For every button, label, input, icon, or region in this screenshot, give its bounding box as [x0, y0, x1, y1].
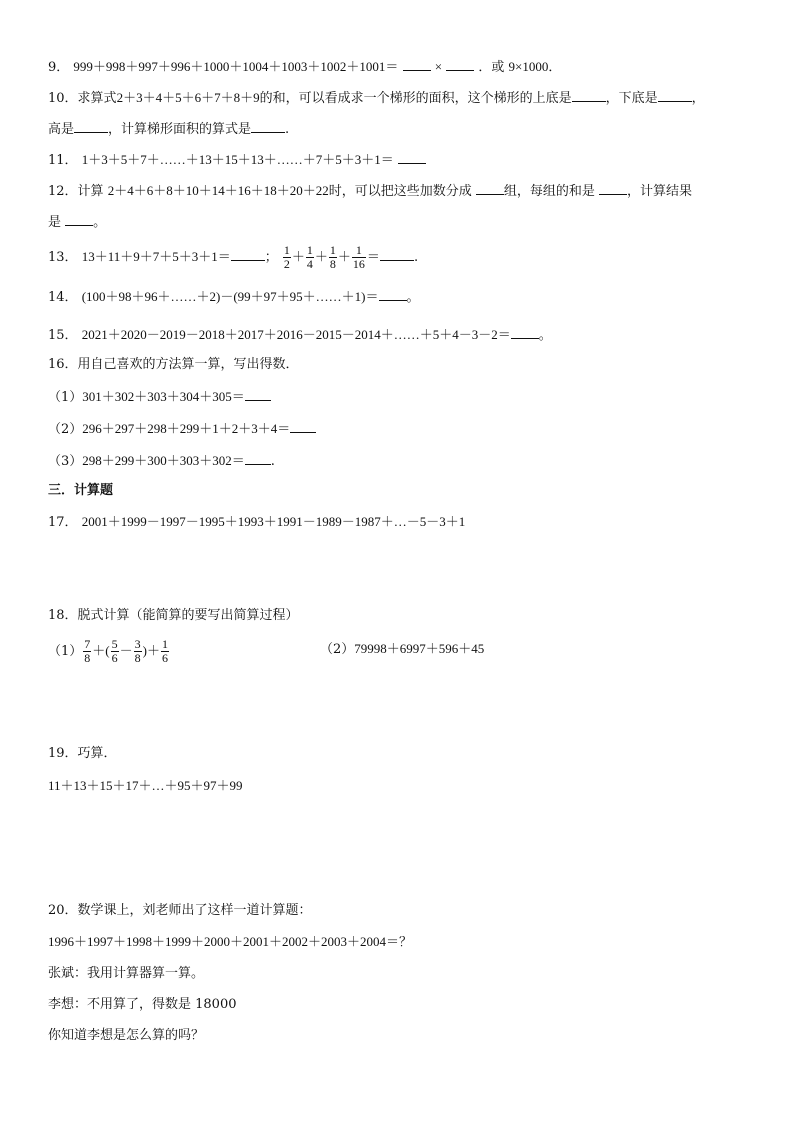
question-11 — [48, 151, 426, 169]
question-number: 9． — [48, 60, 70, 75]
question-18-part-2 — [320, 641, 484, 658]
operator: － — [119, 643, 133, 658]
text: ．或 — [478, 60, 505, 75]
question-12-line-2 — [48, 213, 106, 231]
text: 数学课上，刘老师出了这样一道计算题： — [77, 903, 312, 918]
fraction: $\frac{1}{2}$ — [283, 243, 290, 271]
text: 脱式计算（能简算的要写出简算过程） — [77, 608, 299, 623]
fraction: $\frac{1}{16}$ — [352, 243, 365, 271]
item-label: （1） — [48, 644, 83, 659]
question-number: 10． — [48, 91, 78, 106]
operator: )＋ — [142, 643, 160, 658]
answer-blank[interactable] — [379, 288, 407, 301]
answer-blank[interactable] — [74, 120, 108, 133]
text: 高是 — [48, 122, 75, 137]
question-number: 13． — [48, 250, 78, 265]
question-16-item-3 — [48, 452, 275, 470]
text: ， — [691, 91, 705, 106]
question-10-line-2 — [48, 120, 289, 138]
expression: 2＋3＋4＋5＋6＋7＋8＋9 — [116, 90, 260, 105]
expression: 13＋11＋9＋7＋5＋3＋1＝ — [81, 249, 231, 264]
question-17 — [48, 514, 465, 531]
dialogue-line: 张斌：我用计算器算一算。 — [48, 966, 205, 981]
text: ，下底是 — [605, 91, 658, 106]
text: . — [413, 250, 419, 265]
question-prompt: 你知道李想是怎么算的吗？ — [48, 1028, 205, 1043]
question-number: 11． — [48, 153, 78, 168]
fraction: $\frac{3}{8}$ — [134, 637, 141, 665]
fraction: $\frac{7}{8}$ — [84, 637, 91, 665]
question-10 — [48, 89, 705, 107]
question-number: 16． — [48, 357, 78, 372]
expression: (100＋98＋96＋……＋2)－(99＋97＋95＋……＋1)＝ — [81, 289, 379, 304]
question-19 — [48, 746, 117, 762]
times-sign: × — [434, 59, 443, 74]
item-label: （1） — [48, 390, 83, 405]
question-14 — [48, 288, 420, 306]
answer-blank[interactable] — [572, 89, 606, 102]
text: 。 — [93, 215, 107, 230]
item-label: （3） — [48, 454, 83, 469]
question-15 — [48, 326, 552, 344]
fraction: $\frac{1}{6}$ — [161, 637, 168, 665]
dialogue-line: 李想：不用算了，得数是 18000 — [48, 997, 237, 1012]
question-12 — [48, 182, 692, 200]
item-label: （2） — [48, 422, 83, 437]
expression: 296＋297＋298＋299＋1＋2＋3＋4＝ — [82, 421, 291, 436]
text: 。 — [406, 290, 420, 305]
answer-blank[interactable] — [65, 213, 93, 226]
plus-sign: ＋ — [291, 249, 305, 264]
text: . — [270, 454, 275, 469]
plus-sign: ＋ — [337, 249, 351, 264]
text: 用自己喜欢的方法算一算，写出得数． — [77, 357, 299, 372]
question-19-expression — [48, 778, 243, 795]
answer-blank[interactable] — [380, 248, 414, 261]
expression: 999＋998＋997＋996＋1000＋1004＋1003＋1002＋1001＝ — [73, 59, 399, 74]
expression: 2＋4＋6＋8＋10＋14＋16＋18＋20＋22 — [107, 183, 329, 198]
question-18 — [48, 608, 299, 624]
question-9 — [48, 58, 561, 76]
answer-blank[interactable] — [245, 452, 271, 465]
question-number: 12． — [48, 184, 78, 199]
question-20 — [48, 903, 312, 919]
item-label: （2） — [320, 642, 355, 657]
text: 巧算． — [77, 746, 117, 761]
expression: 9×1000． — [508, 59, 562, 74]
question-number: 19． — [48, 746, 78, 761]
fraction: $\frac{1}{8}$ — [329, 243, 336, 271]
text: 是 — [48, 215, 62, 230]
question-16-item-1 — [48, 388, 271, 406]
question-16 — [48, 357, 299, 373]
answer-blank[interactable] — [599, 182, 627, 195]
expression: 301＋302＋303＋304＋305＝ — [82, 389, 245, 404]
separator: ； — [264, 250, 278, 265]
question-16-item-2 — [48, 420, 316, 438]
section-heading: 三．计算题 — [48, 483, 114, 498]
plus-sign: ＋ — [314, 249, 328, 264]
question-18-part-1 — [48, 636, 170, 668]
text: ，计算结果 — [627, 184, 693, 199]
question-number: 15． — [48, 328, 78, 343]
answer-blank[interactable] — [398, 151, 426, 164]
expression: 1＋3＋5＋7＋……＋13＋15＋13＋……＋7＋5＋3＋1＝ — [81, 152, 394, 167]
answer-blank[interactable] — [403, 58, 431, 71]
text: 。 — [538, 328, 552, 343]
answer-blank[interactable] — [251, 120, 285, 133]
text: 求算式 — [77, 91, 117, 106]
fraction: $\frac{5}{6}$ — [111, 637, 118, 665]
answer-blank[interactable] — [658, 89, 692, 102]
expression: 1996＋1997＋1998＋1999＋2000＋2001＋2002＋2003＋2004＝？ — [48, 934, 413, 949]
text: 计算 — [77, 184, 104, 199]
answer-blank[interactable] — [446, 58, 474, 71]
expression: 79998＋6997＋596＋45 — [354, 641, 485, 656]
question-20-expression — [48, 934, 412, 951]
operator: ＋( — [92, 643, 110, 658]
answer-blank[interactable] — [231, 248, 265, 261]
answer-blank[interactable] — [290, 420, 316, 433]
text: 时，可以把这些加数分成 — [328, 184, 472, 199]
expression: 2001＋1999－1997－1995＋1993＋1991－1989－1987＋…－5－3＋1 — [81, 514, 466, 529]
text: ，计算梯形面积的算式是 — [108, 122, 252, 137]
question-number: 18． — [48, 608, 78, 623]
question-13 — [48, 242, 418, 274]
question-number: 14． — [48, 290, 78, 305]
expression: 2021＋2020－2019－2018＋2017＋2016－2015－2014＋……＋5＋4－3－2＝ — [81, 327, 511, 342]
equals-sign: ＝ — [366, 249, 380, 264]
fraction: $\frac{1}{4}$ — [306, 243, 313, 271]
text: . — [285, 122, 290, 137]
answer-blank[interactable] — [476, 182, 504, 195]
question-number: 20． — [48, 903, 78, 918]
question-number: 17． — [48, 515, 78, 530]
expression: 11＋13＋15＋17＋…＋95＋97＋99 — [48, 778, 243, 793]
text: 组，每组的和是 — [503, 184, 595, 199]
text: 的和，可以看成求一个梯形的面积，这个梯形的上底是 — [259, 91, 572, 106]
answer-blank[interactable] — [511, 326, 539, 339]
answer-blank[interactable] — [245, 388, 271, 401]
expression: 298＋299＋300＋303＋302＝ — [82, 453, 245, 468]
